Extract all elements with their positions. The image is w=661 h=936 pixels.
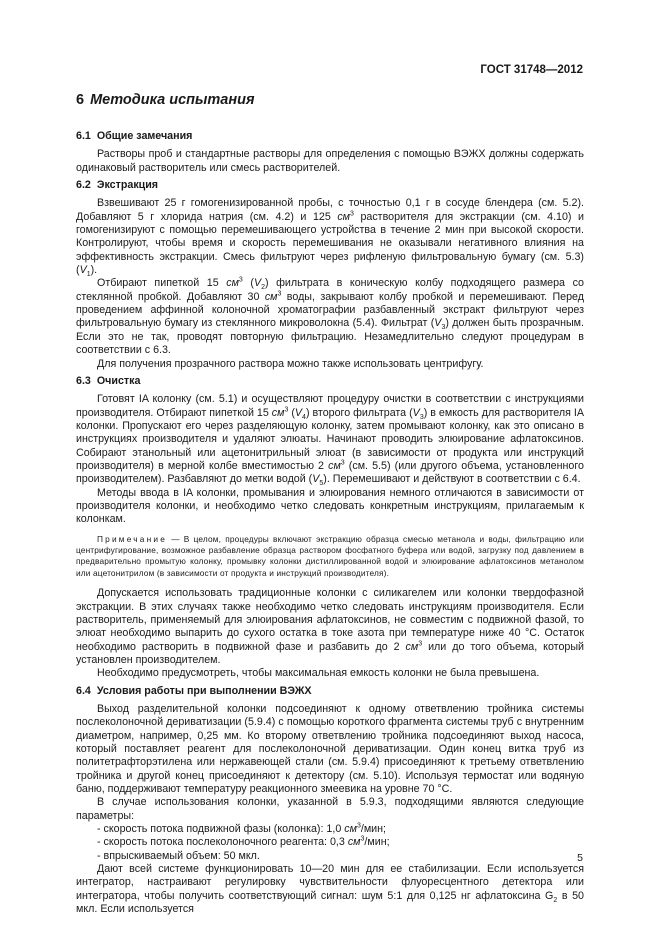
paragraph-6-3-column: Готовят IA колонку (см. 5.1) и осуществляют процедуру очистки в соответствии с инструкциями производителя. Отбирают пипеткой 15 $см^3$ $(V_4)$ второго фильтрата $(V_3)$ в емкость для растворителя IA колонки. Пропускают его через разделяющую колонку, затем промывают колонку, как это описано в инструкциях производителя и удаляют элюаты. Начинают проводить элюирование афлатоксинов. Собирают этанольный или ацетонитрильный элюат (в зависимости от продукта или инструкций производителя) в мерной колбе вместимостью 2 $см^3$ (см. 5.5) (или другого объема, установленного производителем). Разбавляют до метки водой $(V_5)$. Перемешивают и действуют в соответствии с 6.4. bbox=[76, 393, 584, 488]
list-item: - впрыскиваемый объем: 50 мкл. bbox=[97, 849, 260, 862]
document-code: ГОСТ 31748—2012 bbox=[480, 64, 583, 76]
paragraph-6-3-traditional: Допускается использовать традиционные колонки с силикагелем или колонки твердофазной экстракции. В этих случаях также необходимо четко следовать инструкциям производителя. Если растворитель, применяемый для элюирования афлатоксинов, не совместим с подвижной фазой, то элюат необходимо выпарить до сухого остатка в токе азота при температуре ниже 40 °С. Остаток необходимо растворить в подвижной фазе и разбавить до 2 $см^3$ или до того объема, который установлен производителем. bbox=[76, 587, 584, 666]
paragraph-6-2-pipetting: Отбирают пипеткой 15 $см^3$ $(V_2)$ фильтрата в коническую колбу подходящего размера со стеклянной пробкой. Добавляют 30 $см^3$ воды, закрывают колбу пробкой и перемешивают. Перед проведением аффинной колоночной хроматографии разбавленный экстракт фильтруют через фильтровальную бумагу из стеклянного микроволокна (5.4). Фильтрат $(V_3)$ должен быть прозрачным. Если это не так, проводят повторную фильтрацию. Незамедлительно следуют процедурам в соответствии с 6.3. bbox=[76, 276, 585, 357]
subsection-heading-6-3: 6.3 Очистка bbox=[76, 374, 141, 387]
subsection-heading-6-2: 6.2 Экстракция bbox=[76, 179, 159, 192]
note-label: Примечание bbox=[97, 533, 168, 544]
paragraph-6-3-capacity: Необходимо предусмотреть, чтобы максимальная емкость колонки не была превышена. bbox=[97, 667, 540, 680]
list-item: - скорость потока подвижной фазы (колонка): 1,0 $см^3$/мин; bbox=[97, 822, 387, 836]
paragraph-6-4-setup: Выход разделительной колонки подсоединяют к одному ответвлению тройника системы послеколоночной дериватизации (5.9.4) с помощью короткого фрагмента системы труб с внутренним диаметром, например, 0,25 мм. Ко второму ответвлению тройника подсоединяют выход насоса, который поставляет реагент для послеколоночной дериватизации. Один конец витка труб из политетрафторэтилена или нержавеющей стали (см. 5.9.4) присоединяют к третьему ответвлению тройника и другой конец присоединяют к детектору (см. 5.10). Используя термостат или водяную баню, поддерживают температуру реакционного змеевика на уровне 70 °С. bbox=[76, 703, 584, 796]
note-text: — В целом, процедуры включают экстракцию образца смесью метанола и воды, фильтрацию или центрифугирование, возможное разбавление образца раствором фосфатного буфера или водой, загрузку под давлением в предварительно промытую колонку, промывку колонки дистиллированной водой и элюирование афлатоксинов метанолом или ацетонитрилом (в зависимости от продукта и инструкций производителя). bbox=[76, 533, 584, 578]
subsection-heading-6-1: 6.1 Общие замечания bbox=[76, 130, 193, 142]
section-title: Методика испытания bbox=[90, 92, 255, 108]
paragraph-6-3-methods: Методы ввода в IA колонки, промывания и элюирования немного отличаются в зависимости от производителя колонки, и необходимо четко следовать конкретным инструкциям, прилагаемым к колонкам. bbox=[76, 486, 584, 526]
note bbox=[76, 534, 584, 580]
subsection-heading-6-4: 6.4 Условия работы при выполнении ВЭЖХ bbox=[76, 684, 312, 697]
paragraph-6-2-centrifuge: Для получения прозрачного раствора можно также использовать центрифугу. bbox=[97, 357, 484, 370]
paragraph-6-2-weighing: Взвешивают 25 г гомогенизированной пробы, с точностью 0,1 г в сосуде блендера (см. 5.2). Добавляют 5 г хлорида натрия (см. 4.2) и 125 $см^3$ растворителя для экстракции (см. 4.10) и гомогенизируют с помощью перемешивающего устройства в течение 2 мин при высокой скорости. Контролируют, чтобы время и скорость перемешивания не оказывали негативного влияния на эффективность экстракции. Смесь фильтруют через рифленую фильтровальную бумагу (см. 5.3) $(V_1)$. bbox=[76, 197, 584, 279]
section-number: 6 bbox=[76, 92, 85, 108]
list-item: - скорость потока послеколоночного реагента: 0,3 $см^3$/мин; bbox=[97, 835, 390, 849]
page-number: 5 bbox=[577, 852, 583, 864]
section-heading bbox=[76, 92, 255, 108]
paragraph-6-4-stabilize: Дают всей системе функционировать 10—20 мин для ее стабилизации. Если используется интегратор, настраивают регулировку чувствительности флуоресцентного детектора или интегратора, чтобы получить соответствующий сигнал: шум 5:1 для 0,125 нг афлатоксина $G_2$ в 50 мкл. Если используется bbox=[76, 863, 584, 916]
document-body bbox=[76, 126, 584, 917]
paragraph-6-1: Растворы проб и стандартные растворы для определения с помощью ВЭЖХ должны содержать одинаковый растворитель или смесь растворителей. bbox=[76, 148, 584, 174]
paragraph-6-4-params: В случае использования колонки, указанной в 5.9.3, подходящими являются следующие параметры: bbox=[76, 796, 584, 822]
